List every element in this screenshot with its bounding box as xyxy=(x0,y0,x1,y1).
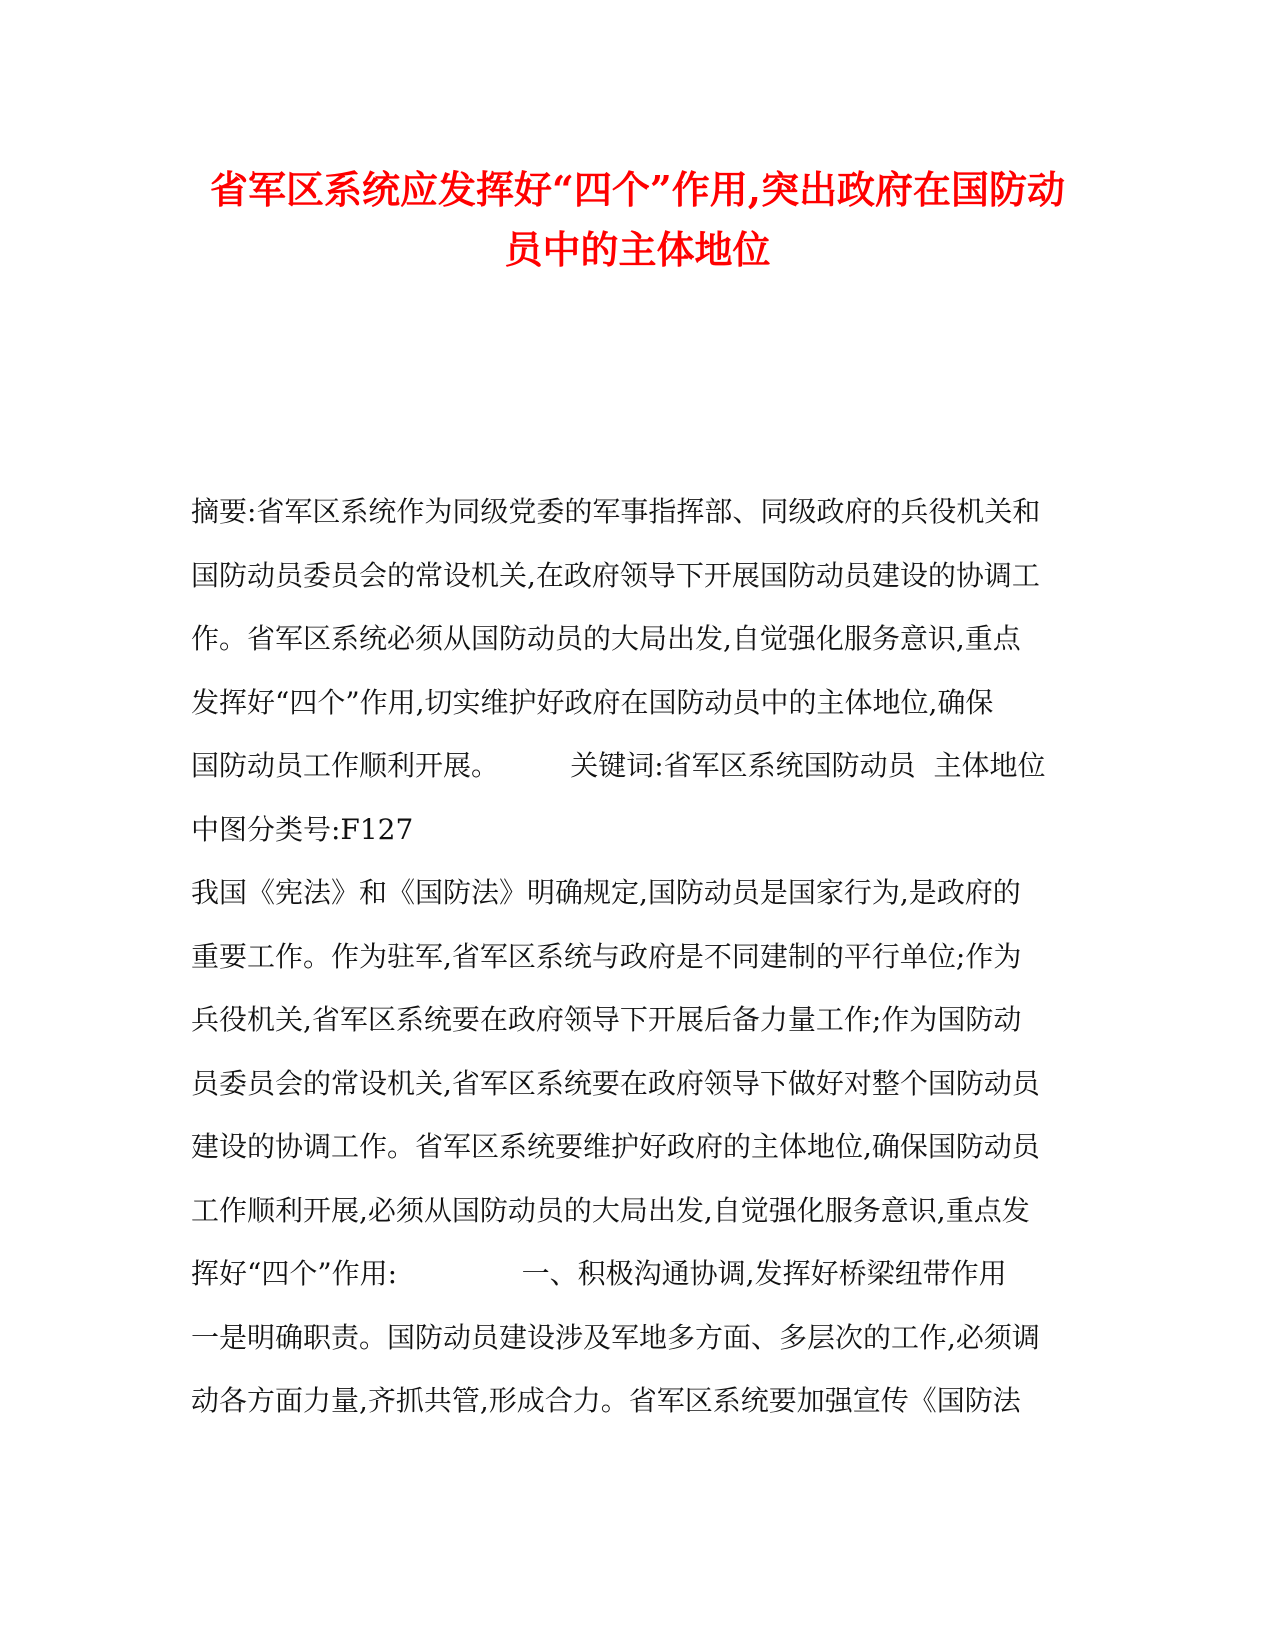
abstract-line: 发挥好“四个”作用,切实维护好政府在国防动员中的主体地位,确保 xyxy=(191,685,994,719)
paragraph-line: 动各方面力量,齐抓共管,形成合力。省军区系统要加强宣传《国防法 xyxy=(191,1384,1021,1417)
title-line: 省军区系统应发挥好“四个”作用,突出政府在国防动 xyxy=(210,167,1065,212)
section-heading-line: 挥好“四个”作用: 一、积极沟通协调,发挥好桥梁纽带作用 xyxy=(191,1257,1007,1290)
paragraph-line: 兵役机关,省军区系统要在政府领导下开展后备力量工作;作为国防动 xyxy=(191,1003,1022,1036)
paragraph-line: 建设的协调工作。省军区系统要维护好政府的主体地位,确保国防动员 xyxy=(191,1130,1040,1163)
paragraph-line: 工作顺利开展,必须从国防动员的大局出发,自觉强化服务意识,重点发 xyxy=(191,1193,1030,1227)
title-line: 员中的主体地位 xyxy=(504,227,771,272)
abstract-line: 摘要:省军区系统作为同级党委的军事指挥部、同级政府的兵役机关和 xyxy=(191,495,1041,528)
paragraph-line: 重要工作。作为驻军,省军区系统与政府是不同建制的平行单位;作为 xyxy=(191,939,1022,973)
classification-line: 中图分类号:F127 xyxy=(191,812,414,846)
paragraph-line: 员委员会的常设机关,省军区系统要在政府领导下做好对整个国防动员 xyxy=(191,1066,1040,1100)
paragraph-line: 我国《宪法》和《国防法》明确规定,国防动员是国家行为,是政府的 xyxy=(191,876,1021,909)
abstract-line: 作。省军区系统必须从国防动员的大局出发,自觉强化服务意识,重点 xyxy=(191,622,1021,655)
abstract-line: 国防动员委员会的常设机关,在政府领导下开展国防动员建设的协调工 xyxy=(191,558,1040,592)
document-body xyxy=(191,480,1081,1433)
document-title xyxy=(160,160,1115,280)
paragraph-line: 一是明确职责。国防动员建设涉及军地多方面、多层次的工作,必须调 xyxy=(191,1320,1040,1354)
keywords-line: 国防动员工作顺利开展。 关键词:省军区系统国防动员 主体地位 xyxy=(191,749,1046,782)
